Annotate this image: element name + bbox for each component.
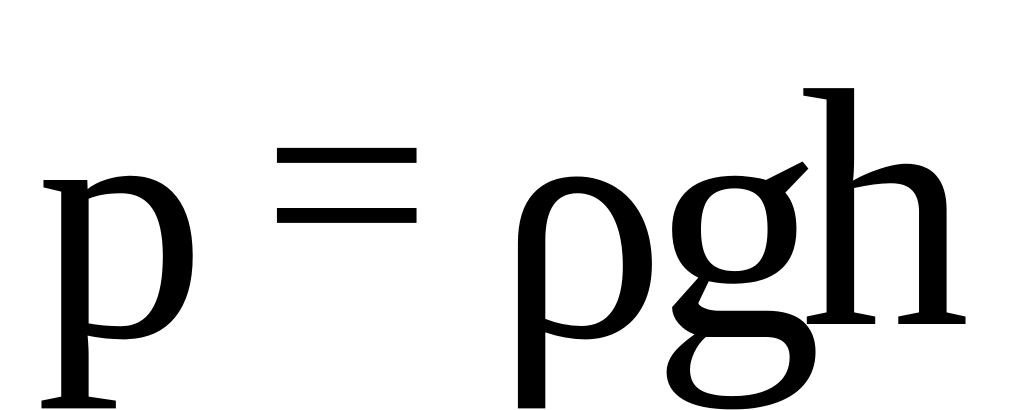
height-variable: h	[800, 21, 970, 398]
density-variable: ρ	[496, 33, 666, 410]
equals-sign: =	[262, 18, 432, 350]
pressure-variable: p	[36, 33, 206, 410]
gravity-variable: g	[652, 33, 822, 410]
